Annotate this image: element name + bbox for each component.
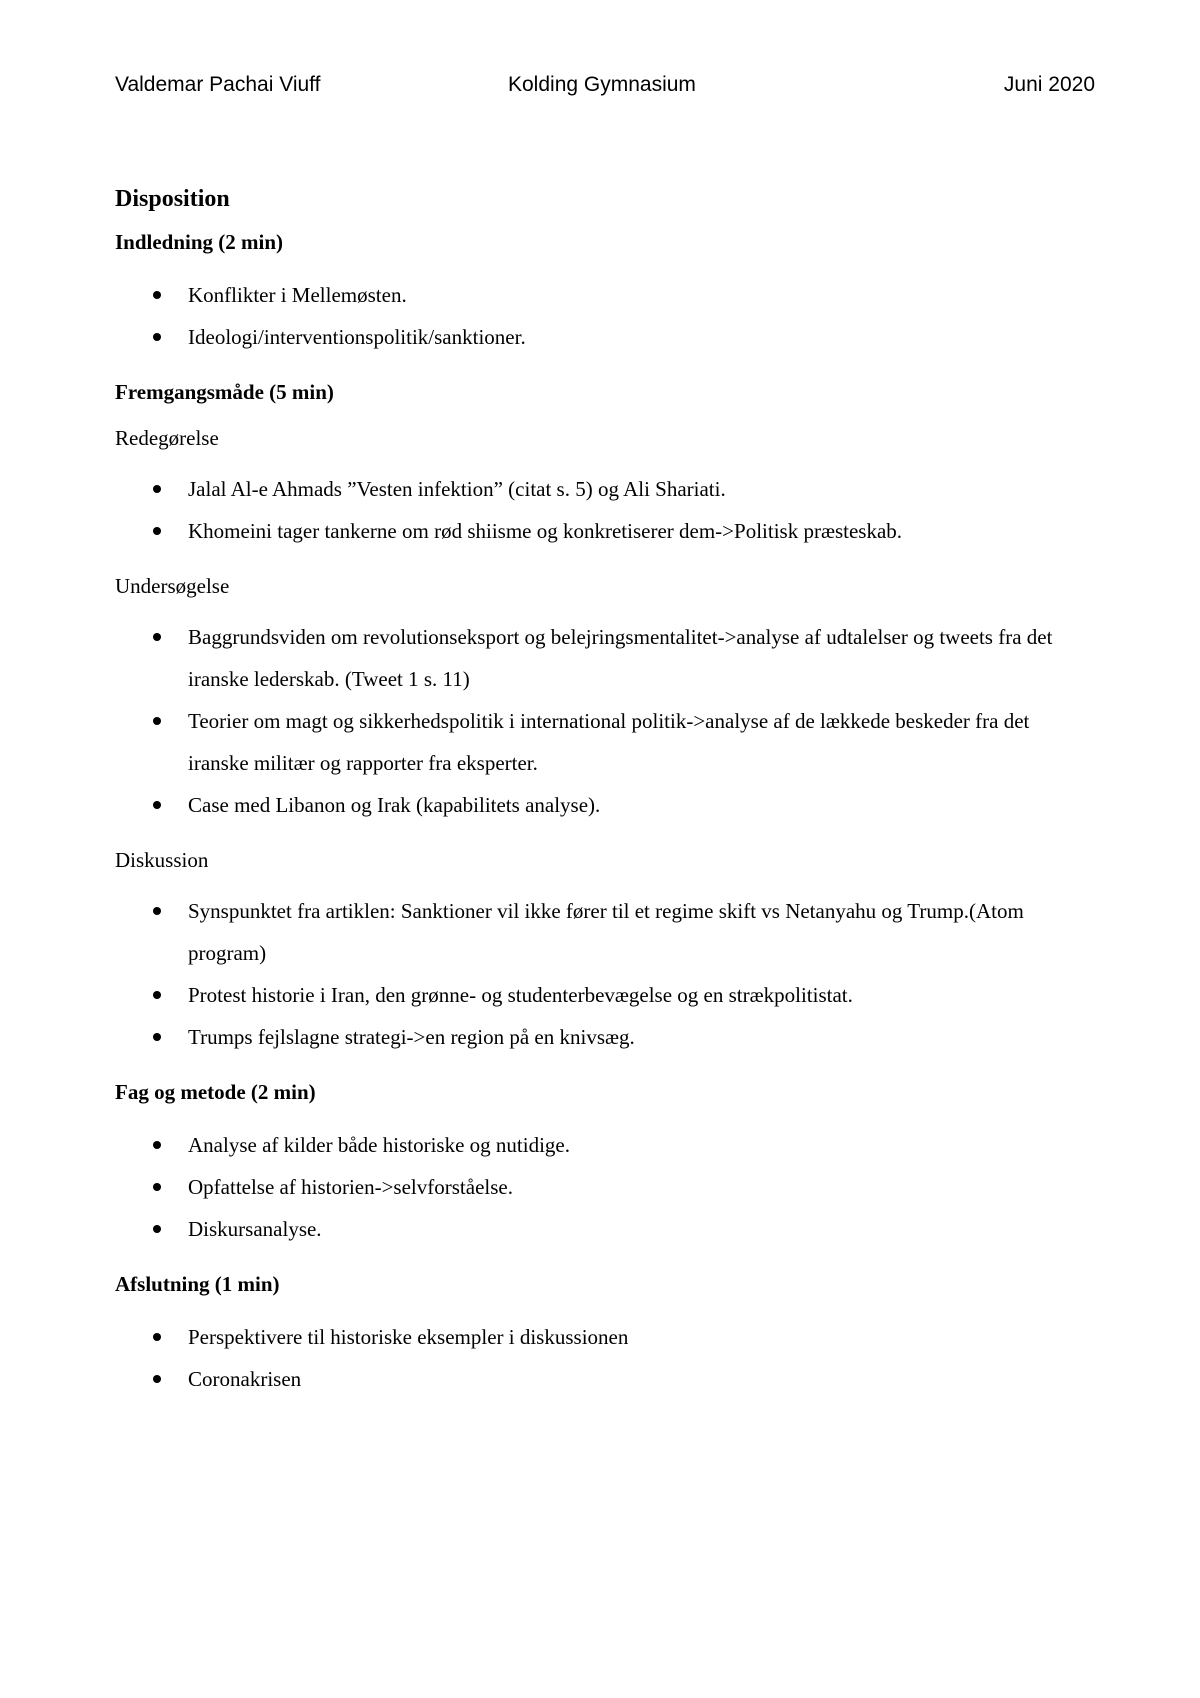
bullet-list — [115, 1124, 1095, 1250]
bullet-icon — [153, 485, 161, 493]
bullet-icon — [153, 333, 161, 341]
bullet-list — [115, 1316, 1095, 1400]
bullet-icon — [153, 1375, 161, 1383]
bullet-icon — [153, 291, 161, 299]
bullet-icon — [153, 1183, 161, 1191]
list-item-text: Teorier om magt og sikkerhedspolitik i international politik->analyse af de lækkede beskeder fra det iranske militær og rapporter fra eksperter. — [188, 709, 1030, 775]
bullet-icon — [153, 717, 161, 725]
section — [115, 228, 1095, 358]
bullet-list — [115, 468, 1095, 552]
section-heading: Fag og metode (2 min) — [115, 1080, 316, 1104]
section-heading: Afslutning (1 min) — [115, 1272, 280, 1296]
section — [115, 1270, 1095, 1400]
header-school: Kolding Gymnasium — [508, 73, 696, 96]
list-item-text: Jalal Al-e Ahmads ”Vesten infektion” (citat s. 5) og Ali Shariati. — [188, 477, 726, 501]
list-item — [115, 700, 1095, 784]
list-item-text: Ideologi/interventionspolitik/sanktioner. — [188, 325, 526, 349]
list-item-text: Protest historie i Iran, den grønne- og studenterbevægelse og en strækpolitistat. — [188, 983, 853, 1007]
bullet-list — [115, 890, 1095, 1058]
list-item-text: Analyse af kilder både historiske og nutidige. — [188, 1133, 570, 1157]
bullet-icon — [153, 527, 161, 535]
header-date: Juni 2020 — [1003, 73, 1095, 96]
section — [115, 1078, 1095, 1250]
list-item — [115, 890, 1095, 974]
document-body — [115, 184, 1095, 1420]
list-item — [115, 974, 1095, 1016]
list-item-text: Case med Libanon og Irak (kapabilitets analyse). — [188, 793, 601, 817]
bullet-list — [115, 274, 1095, 358]
list-item-text: Diskursanalyse. — [188, 1217, 322, 1241]
list-item-text: Konflikter i Mellemøsten. — [188, 283, 407, 307]
list-item — [115, 1016, 1095, 1058]
list-item — [115, 1358, 1095, 1400]
list-item-text: Opfattelse af historien->selvforståelse. — [188, 1175, 513, 1199]
bullet-icon — [153, 633, 161, 641]
bullet-icon — [153, 1141, 161, 1149]
subsection-label: Diskussion — [115, 848, 209, 872]
subsection-label: Undersøgelse — [115, 574, 230, 598]
list-item — [115, 274, 1095, 316]
list-item-text: Khomeini tager tankerne om rød shiisme og konkretiserer dem->Politisk præsteskab. — [188, 519, 903, 543]
bullet-icon — [153, 1225, 161, 1233]
section-heading: Indledning (2 min) — [115, 230, 284, 254]
list-item — [115, 1124, 1095, 1166]
list-item — [115, 1208, 1095, 1250]
list-item-text: Perspektivere til historiske eksempler i diskussionen — [188, 1325, 629, 1349]
sections-container — [115, 228, 1095, 1400]
bullet-icon — [153, 991, 161, 999]
list-item-text: Trumps fejlslagne strategi->en region på en knivsæg. — [188, 1025, 635, 1049]
subsection-label: Redegørelse — [115, 426, 219, 450]
list-item-text: Coronakrisen — [188, 1367, 302, 1391]
list-item — [115, 616, 1095, 700]
list-item — [115, 316, 1095, 358]
section — [115, 378, 1095, 1058]
section-heading: Fremgangsmåde (5 min) — [115, 380, 334, 404]
list-item — [115, 1316, 1095, 1358]
bullet-icon — [153, 1033, 161, 1041]
list-item — [115, 468, 1095, 510]
bullet-icon — [153, 907, 161, 915]
document-title: Disposition — [115, 186, 230, 212]
list-item — [115, 510, 1095, 552]
list-item-text: Synspunktet fra artiklen: Sanktioner vil ikke fører til et regime skift vs Netanyahu og Trump.(Atom program) — [188, 899, 1024, 965]
header-author: Valdemar Pachai Viuff — [115, 73, 321, 96]
bullet-list — [115, 616, 1095, 826]
list-item-text: Baggrundsviden om revolutionseksport og belejringsmentalitet->analyse af udtalelser og tweets fra det iranske lederskab. (Tweet 1 s. 11) — [188, 625, 1053, 691]
list-item — [115, 784, 1095, 826]
bullet-icon — [153, 801, 161, 809]
list-item — [115, 1166, 1095, 1208]
bullet-icon — [153, 1333, 161, 1341]
